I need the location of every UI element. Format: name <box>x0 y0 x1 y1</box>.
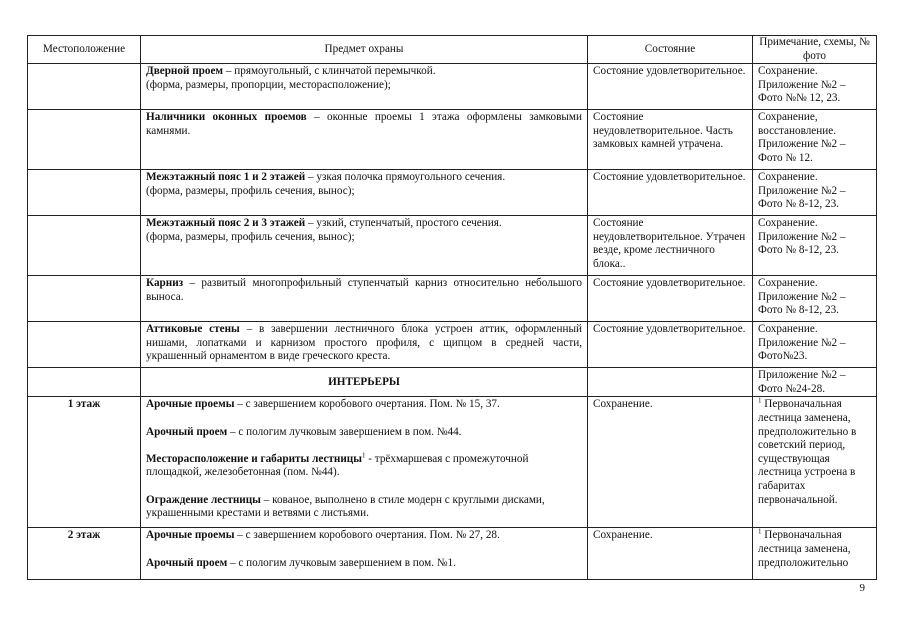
state-cell: Состояние неудовлетворительное. Утрачен везде, кроме лестничного блока.. <box>588 216 753 276</box>
floor1-item1-title: Арочные проемы <box>146 398 235 411</box>
location-cell <box>28 110 141 170</box>
interiors-heading: ИНТЕРЬЕРЫ <box>141 368 588 397</box>
subject-text: – узкий, ступенчатый, простого сечения. <box>305 217 502 230</box>
state-cell: Состояние удовлетворительное. <box>588 322 753 368</box>
table-row <box>28 110 877 170</box>
floor1-item4-title: Ограждение лестницы <box>146 493 261 506</box>
floor1-item3-title: Месторасположение и габариты лестницы <box>146 452 362 465</box>
floor2-row <box>28 528 877 580</box>
location-cell <box>28 368 141 397</box>
protection-table <box>27 35 877 580</box>
subject-text: – развитый многопрофильный ступенчатый карниз относительно небольшого выноса. <box>146 277 582 303</box>
table-row <box>28 64 877 110</box>
note-cell: Сохранение. Приложение №2 – Фото № 8-12, 23. <box>753 276 877 322</box>
floor1-subject <box>141 397 588 528</box>
floor2-subject <box>141 528 588 580</box>
table-row <box>28 170 877 216</box>
subject-text: – в завершении лестничного блока устроен аттик, оформленный нишами, лопатками и карнизом простого профиля, с щипцом в средней части, украшенный орнаментом в виде греческого креста. <box>146 323 583 363</box>
state-cell <box>588 368 753 397</box>
subject-text2: (форма, размеры, профиль сечения, вынос); <box>146 184 355 197</box>
subject-title: Межэтажный пояс 1 и 2 этажей <box>146 171 306 184</box>
table-row <box>28 276 877 322</box>
floor2-state: Сохранение. <box>588 528 753 580</box>
floor1-state: Сохранение. <box>588 397 753 528</box>
state-cell: Состояние удовлетворительное. <box>588 64 753 110</box>
header-location: Местоположение <box>28 36 141 64</box>
header-state: Состояние <box>588 36 753 64</box>
subject-cell <box>141 216 588 276</box>
header-row <box>28 36 877 64</box>
location-cell <box>28 64 141 110</box>
location-cell <box>28 216 141 276</box>
subject-title: Аттиковые стены <box>146 323 240 336</box>
subject-title: Межэтажный пояс 2 и 3 этажей <box>146 217 306 230</box>
note-cell: Сохранение. Приложение №2 – Фото № 8-12, 23. <box>753 170 877 216</box>
page-number: 9 <box>859 582 865 594</box>
table-row <box>28 322 877 368</box>
location-cell <box>28 322 141 368</box>
subject-text: – оконные проемы 1 этажа оформлены замковыми камнями. <box>146 111 582 137</box>
note-cell: Сохранение. Приложение №2 – Фото № 8-12, 23. <box>753 216 877 276</box>
state-cell: Состояние неудовлетворительное. Часть замковых камней утрачена. <box>588 110 753 170</box>
floor2-item1-text: – с завершением коробового очертания. Пом. № 27, 28. <box>234 529 500 542</box>
subject-text2: (форма, размеры, пропорции, месторасположение); <box>146 78 391 91</box>
state-cell: Состояние удовлетворительное. <box>588 170 753 216</box>
location-cell <box>28 170 141 216</box>
note-cell: Сохранение. Приложение №2 – Фото №№ 12, 23. <box>753 64 877 110</box>
subject-title: Дверной проем <box>146 65 224 78</box>
interiors-row <box>28 368 877 397</box>
header-subject: Предмет охраны <box>141 36 588 64</box>
floor2-item2-title: Арочный проем <box>146 556 228 569</box>
footnote-marker: 1 <box>758 527 762 536</box>
footnote-marker: 1 <box>758 396 762 405</box>
floor1-row <box>28 397 877 528</box>
floor2-location: 2 этаж <box>28 528 141 580</box>
floor1-note <box>753 397 877 528</box>
subject-title: Наличники оконных проемов <box>146 111 307 124</box>
subject-cell <box>141 170 588 216</box>
subject-text: – узкая полочка прямоугольного сечения. <box>305 171 506 184</box>
floor2-note <box>753 528 877 580</box>
footnote-marker: 1 <box>361 451 366 460</box>
floor1-location: 1 этаж <box>28 397 141 528</box>
subject-cell <box>141 322 588 368</box>
floor1-item4-text: – кованое, выполнено в стиле модерн с круглыми дисками, украшенными крестами и ветвями с листьями. <box>146 493 545 520</box>
floor2-item1-title: Арочные проемы <box>146 529 235 542</box>
interiors-note: Приложение №2 – Фото №24-28. <box>753 368 877 397</box>
floor1-note-text: Первоначальная лестница заменена, предположительно в советский период, существующая лестница устроена в габаритах первоначальной. <box>758 398 857 506</box>
floor1-item1-text: – с завершением коробового очертания. Пом. № 15, 37. <box>234 398 500 411</box>
subject-cell <box>141 110 588 170</box>
subject-title: Карниз <box>146 277 184 290</box>
floor2-item2-text: – с пологим лучковым завершением в пом. №1. <box>227 556 456 569</box>
state-cell: Состояние удовлетворительное. <box>588 276 753 322</box>
subject-text2: (форма, размеры, профиль сечения, вынос); <box>146 230 355 243</box>
floor1-item3-text: - трёхмаршевая с промежуточной площадкой, железобетонная (пом. №44). <box>146 452 529 479</box>
table-row <box>28 216 877 276</box>
floor2-note-text: Первоначальная лестница заменена, предположительно <box>758 529 851 569</box>
floor1-item2-title: Арочный проем <box>146 425 228 438</box>
header-note: Примечание, схемы, № фото <box>753 36 877 64</box>
floor1-item2-text: – с пологим лучковым завершением в пом. №44. <box>227 425 462 438</box>
location-cell <box>28 276 141 322</box>
subject-cell <box>141 276 588 322</box>
note-cell: Сохранение, восстановление. Приложение №2 – Фото № 12. <box>753 110 877 170</box>
subject-text: – прямоугольный, с клинчатой перемычкой. <box>223 65 436 78</box>
subject-cell <box>141 64 588 110</box>
note-cell: Сохранение. Приложение №2 – Фото№23. <box>753 322 877 368</box>
